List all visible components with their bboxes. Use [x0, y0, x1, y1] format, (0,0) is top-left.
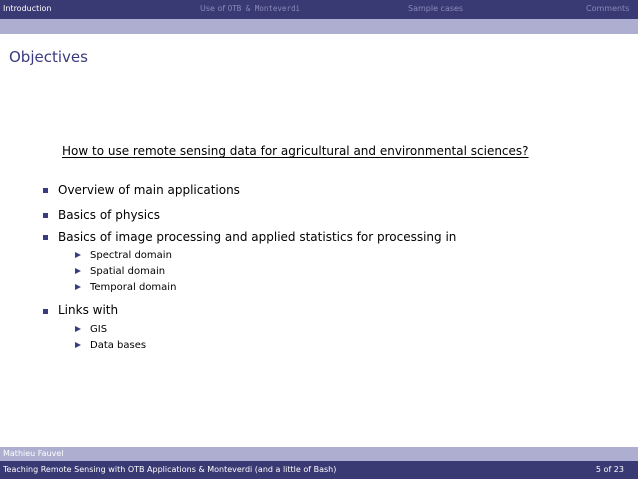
triangle-bullet-icon	[75, 326, 81, 332]
page-title: Objectives	[9, 48, 88, 66]
section-navigation-bar	[0, 0, 638, 19]
square-bullet-icon	[43, 213, 48, 218]
list-item: Basics of image processing and applied statistics for processing in	[58, 230, 457, 244]
footer-title-band	[0, 461, 638, 479]
footer-page-number: 5 of 23	[595, 465, 624, 474]
square-bullet-icon	[43, 188, 48, 193]
nav-section-comments[interactable]: Comments	[586, 4, 630, 13]
footer-author-band	[0, 447, 638, 461]
sub-list-item: GIS	[90, 324, 108, 335]
sub-list-item: Data bases	[90, 340, 147, 351]
triangle-bullet-icon	[75, 268, 81, 274]
triangle-bullet-icon	[75, 284, 81, 290]
sub-list-item: Temporal domain	[90, 282, 177, 293]
footer-presentation-title: Teaching Remote Sensing with OTB Applications & Monteverdi (and a little of Bash)	[3, 465, 337, 474]
triangle-bullet-icon	[75, 342, 81, 348]
sub-list-item: Spatial domain	[90, 266, 166, 277]
sub-list-item: Spectral domain	[90, 250, 172, 261]
square-bullet-icon	[43, 235, 48, 240]
subsection-band	[0, 19, 638, 34]
nav-section-sample-cases[interactable]: Sample cases	[408, 4, 464, 13]
nav-section-otb-mono: OTB & Monteverdi	[227, 4, 300, 13]
footer-author: Mathieu Fauvel	[3, 449, 64, 458]
slide-question: How to use remote sensing data for agricultural and environmental sciences?	[62, 144, 529, 158]
nav-section-otb-prefix: Use of	[200, 4, 228, 13]
nav-section-introduction[interactable]: Introduction	[3, 4, 52, 13]
list-item: Links with	[58, 303, 119, 317]
triangle-bullet-icon	[75, 252, 81, 258]
square-bullet-icon	[43, 309, 48, 314]
nav-section-otb-monteverdi[interactable]	[200, 4, 300, 14]
list-item: Overview of main applications	[58, 183, 240, 197]
list-item: Basics of physics	[58, 208, 160, 222]
